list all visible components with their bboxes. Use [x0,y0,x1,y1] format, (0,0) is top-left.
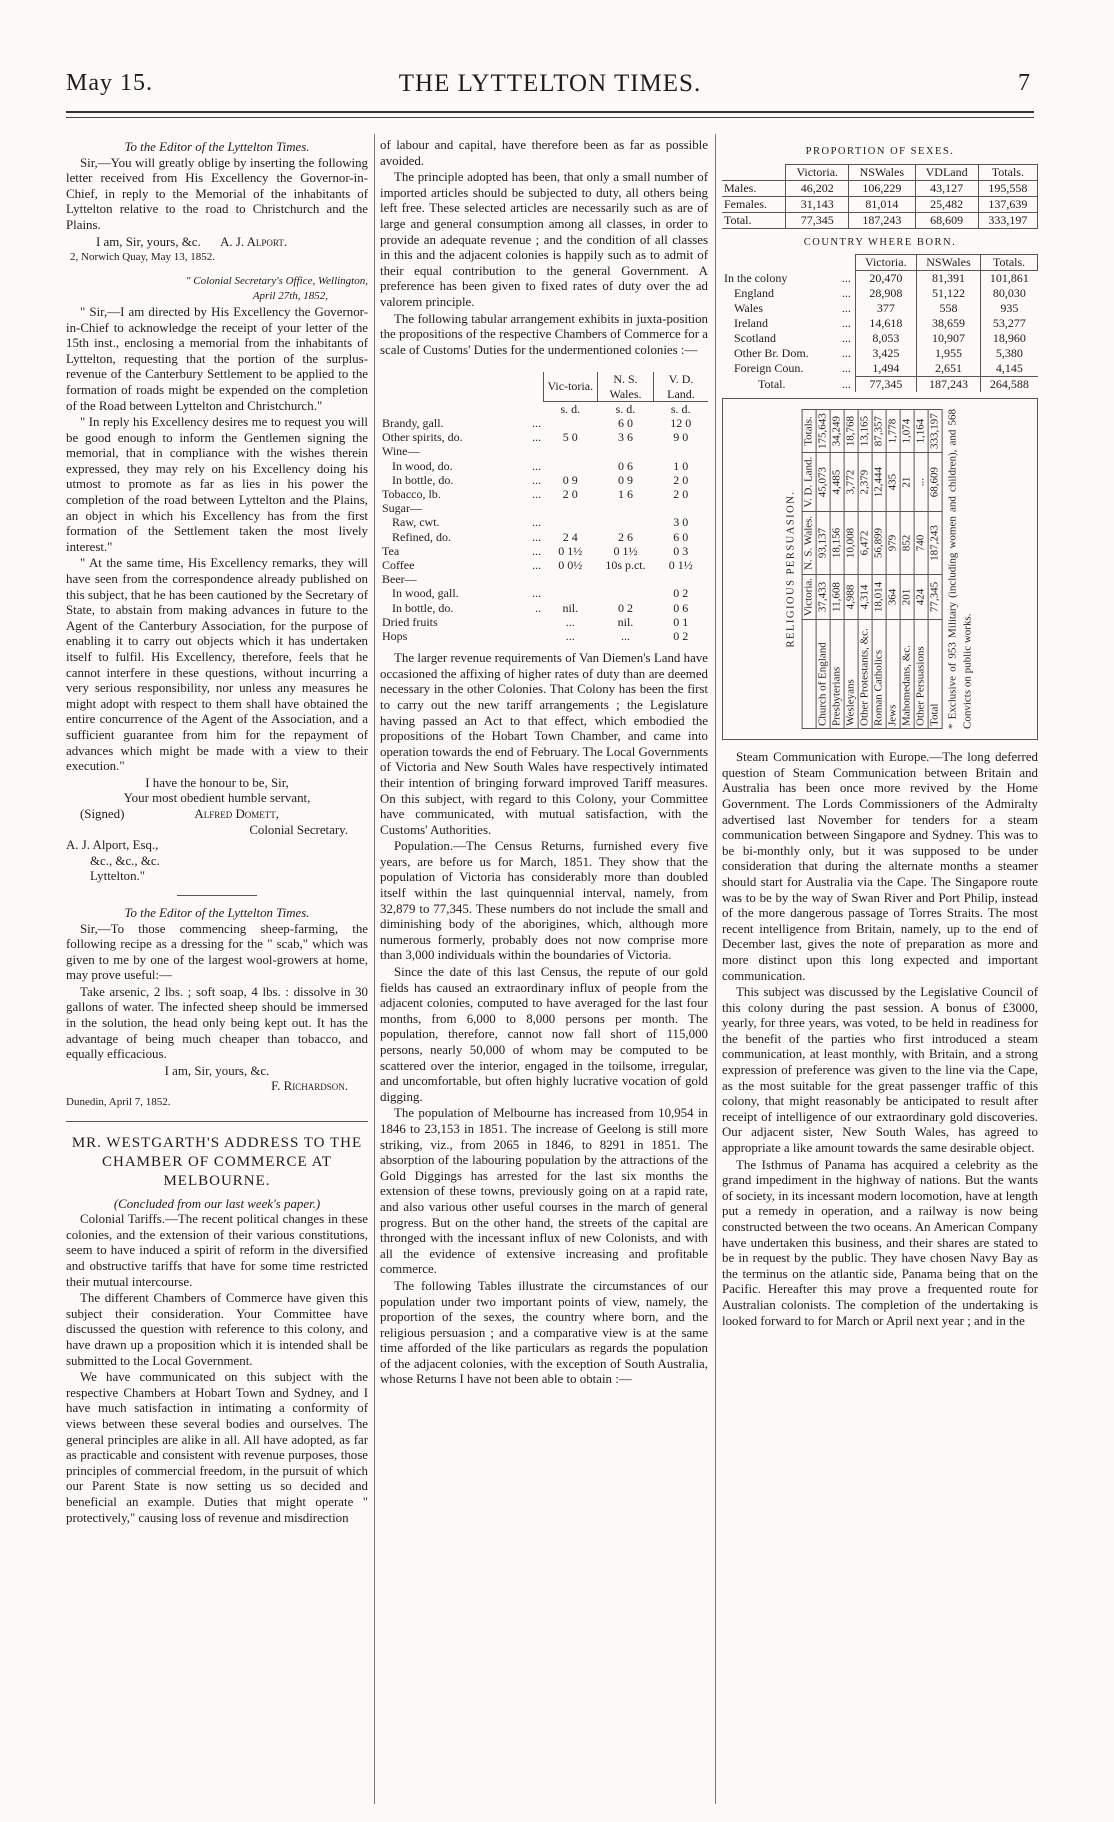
cell: 51,122 [916,286,980,301]
row-label: Ireland [734,316,768,331]
table-header-row [380,372,708,401]
cell [598,444,654,458]
row-label: Scotland [734,331,776,346]
table-caption: RELIGIOUS PERSUASION. [785,490,797,648]
dots: ... [841,331,851,346]
table-caption: COUNTRY WHERE BORN. [803,236,957,248]
column-1 [66,138,368,1527]
table-row [380,572,708,586]
cell [598,572,654,586]
column-header: Totals. [981,255,1038,271]
cell: 175,643 [816,410,830,453]
column-header: N. S. Wales. [598,372,654,401]
row-label: Jews [886,620,900,729]
addressee: A. J. Alport, Esq., [66,838,159,853]
sexes-table [722,164,1038,229]
cell: 5 0 [562,430,578,445]
cell: 4,485 [830,453,844,512]
cell: 1,778 [886,410,900,453]
letter-salutation: To the Editor of the Lyttelton Times. [124,140,310,154]
dots: ... [532,586,542,601]
dots: ... [532,472,542,487]
cell: 740 [914,512,928,575]
cell: 2 0 [673,472,689,487]
cell: 0 1 [673,614,689,629]
total-row: Total 77,345 187,243 68,609 333,197 [928,410,942,729]
cell: 18,960 [981,331,1038,346]
paragraph: The Isthmus of Panama has acquired a celebrity as the grand impediment in the highway of nations. But the wants of society, in its incessant modern locomotion, have at length put a remedy in operation, and a railway is now being constructed between the two oceans. An American Company have undertaken this business, and their shares are stated to be in request by the public. They have chosen Navy Bay as the terminus on the atlantic side, Panama being that on the Pacific. Hereafter this may prove a frequented route for Australian colonists. The completion of the undertaking is looked forward to for March or April next year ; and in the [722,1157,1038,1328]
table-row [380,444,708,458]
cell [543,586,597,600]
cell: 0 9 [562,472,578,487]
divider [66,1121,368,1122]
dots: ... [532,430,542,445]
addressee: Lyttelton." [90,869,146,884]
cell: 435 [886,453,900,512]
cell: 9 0 [673,430,689,445]
row-label: Coffee [382,557,415,572]
dateline: Dunedin, April 7, 1852. [66,1096,171,1109]
cell: 377 [855,301,916,316]
religion-table-rotated [722,398,1038,740]
paragraph: We have communicated on this subject with the respective Chambers at Hobart Town and Sydney, and I have much satisfaction in intimating a conformity of views between these several bodies and ourselves. The general principles are alike in all. All have adopted, as far as practicable and consistent with revenue purposes, those principles of commercial freedom, in the pursuit of which our Parent State is now setting us so decided and beneficial an example. Duties that might operate " protectively," causing loss of revenue and misdirection [66,1370,368,1525]
row-label: Foreign Coun. [734,361,804,376]
paragraph: " At the same time, His Excellency remarks, they will have seen from the correspondence already published on this subject, that he has been cautioned by the Secretary of State, to abstain from making advances in future to the Agent of the Canterbury Association, for the purpose of enabling it to carry out objects which it has undertaken itself to fulfil. His Excellency, therefore, feels that he cannot interfere in these questions, without incurring a very serious responsibility, nor unless any measures he might adopt with respect to them shall have obtained the entire concurrence of the Agent of the Association, and a sufficient guarantee from him for the repayment of advances which might be made with a view to their execution." [66,556,368,774]
cell: 81,014 [849,196,915,212]
cell: 6 0 [617,415,633,430]
table-row [380,416,708,430]
cell: nil. [617,614,634,629]
table-row [380,629,708,643]
cell: 87,357 [872,410,886,453]
table-row [380,430,708,444]
cell: 195,558 [978,180,1037,196]
column-header: NSWales [916,255,980,271]
column-divider [374,134,375,1804]
column-3 [722,138,1038,1330]
cell: 106,229 [849,180,915,196]
cell: 558 [916,301,980,316]
cell: 28,908 [855,286,916,301]
cell [598,501,654,515]
cell: 20,470 [855,271,916,287]
row-label: Dried fruits [382,614,438,629]
row-label: Wesleyans [844,620,858,729]
cell: 0 6 [617,458,633,473]
column-header: VDLand [915,164,978,180]
paragraph: The larger revenue requirements of Van Diemen's Land have occasioned the affixing of higher rates of duty than are deemed necessary in the other Colonies. That Colony has been the first to carry out the new tariff arrangements ; the Legislature having passed an Act to that effect, which embodied the propositions of the Hobart Town Chamber, and came into operation towards the end of February. The Local Governments of Victoria and New South Wales have respectively intimated their intention of bringing forward improved Tariff measures. On this subject, with regard to this Colony, your Committee have communicated, with mutual satisfaction, with the Customs' Authorities. [380,651,708,837]
cell: 37,433 [816,574,830,620]
table-row [380,586,708,600]
cell: 4,314 [858,574,872,620]
table-row [380,544,708,558]
cell: 0 2 [617,600,633,615]
cell: 979 [886,512,900,575]
row-label: Females. [722,196,786,212]
letter-body: Sir,—You will greatly oblige by inserting the following letter received from His Excellency the Governor-in-Chief, in reply to the Memorial of the inhabitants of Lyttelton relative to the road to Christchurch and the Plains. [66,155,368,232]
masthead [66,70,1034,112]
row-label: Mahomedans, &c. [900,620,914,729]
religion-table [801,409,942,729]
cell: 852 [900,512,914,575]
cell: 13,165 [858,410,872,453]
row-label: Beer— [382,572,417,587]
row-label: Hops [382,628,408,643]
cell [543,515,597,529]
paragraph: " In reply his Excellency desires me to request you will be good enough to inform the Gentlemen signing the memorial, that in compliance with the wishes therein expressed, they may rely on his Excellency doing his utmost to promote as far as lies in his power the completion of the road between Lyttelton and the Plains, an object in which his Excellency has from the first formation of the Settlement taken the most lively interest." [66,415,368,554]
table-row [380,501,708,515]
cell: 34,249 [830,410,844,453]
row-label: Other spirits, do. [382,430,463,445]
cell: 4,145 [981,361,1038,377]
row-label: Other Persuasions [914,620,928,729]
cell: 25,482 [915,196,978,212]
paragraph: " Sir,—I am directed by His Excellency the Governor-in-Chief to acknowledge the receipt of your letter of the 15th inst., enclosing a memorial from the inhabitants of Lyttelton, requesting that the portion of the surplus-revenue of the Canterbury Settlement to be applied to the formation of roads might be expended on the completion of the Road between Lyttelton and Christchurch." [66,304,368,413]
table-row [722,301,1038,316]
column-header: NSWales [849,164,915,180]
divider [177,895,257,896]
column-header: Vic-toria. [543,372,597,401]
letter-address: 2, Norwich Quay, May 13, 1852. [70,251,216,264]
cell: 21 [900,453,914,512]
dots: ... [841,361,851,376]
row-label: In wood, gall. [392,586,459,601]
total-row: Total. ... 77,345 187,243 264,588 [722,377,1038,393]
paragraph: Sir,—To those commencing sheep-farming, the following recipe as a dressing for the " scab," which was given to me by one of the largest wool-growers at home, may prove useful:— [66,921,368,983]
cell: 4,988 [844,574,858,620]
dots: ... [532,458,542,473]
cell: 53,277 [981,316,1038,331]
paragraph: The following tabular arrangement exhibits in juxta-position the propositions of the respective Chambers of Commerce for a scale of Customs' Duties for the undermentioned colonies :— [380,311,708,357]
column-2 [380,138,708,1389]
letter-signoff: I am, Sir, yours, &c. A. J. Alport. [96,234,288,249]
cell: 1,164 [914,410,928,453]
cell: ... [914,453,928,512]
dateline: " Colonial Secretary's Office, Wellington, [185,274,368,287]
signature-line: (Signed) Alfred Domett, [80,806,279,821]
row-label: Presbyterians [830,620,844,729]
row-label: In bottle, do. [392,472,454,487]
cell: 1,955 [916,346,980,361]
table-row [816,410,830,729]
cell: 1,074 [900,410,914,453]
header-rule [66,111,1034,113]
cell: 2,379 [858,453,872,512]
table-row [722,346,1038,361]
row-label: Roman Catholics [872,620,886,729]
row-label: Tea [382,543,400,558]
dots: ... [532,415,542,430]
table-row [380,615,708,629]
cell: 0 2 [673,586,689,601]
cell: 2 4 [562,529,578,544]
row-label: Males. [722,180,786,196]
row-label: In wood, do. [392,458,453,473]
table-row [844,410,858,729]
cell: 935 [981,301,1038,316]
table-caption: PROPORTION OF SEXES. [805,146,955,157]
table-row [914,410,928,729]
table-row [900,410,914,729]
dots: ... [532,529,542,544]
cell: 11,608 [830,574,844,620]
paragraph: Take arsenic, 2 lbs. ; soft soap, 4 lbs. : dissolve in 30 gallons of water. The infected sheep should be immersed in the solution, the head only being kept out. It has the advantage of being much cheaper than tobacco, and equally efficacious. [66,984,368,1062]
paragraph: The following Tables illustrate the circumstances of our population under two important points of view, namely, the proportion of the sexes, the country where born, and the religious persuasion ; and a comparative view is at the same time afforded of the like particulars as regards the population of the adjacent colonies, with the exception of South Australia, whose Returns I have not been able to obtain :— [380,1278,708,1387]
dots: ... [841,286,851,301]
cell: 18,156 [830,512,844,575]
row-label: Brandy, gall. [382,415,444,430]
cell: 14,618 [855,316,916,331]
dots [521,572,543,586]
row-label: Raw, cwt. [392,515,440,530]
cell [653,572,708,586]
dots: ... [841,316,851,331]
page-number: 7 [1018,70,1030,96]
table-row [380,530,708,544]
cell: 18,014 [872,574,886,620]
dots: .. [535,600,542,615]
cell: 2 0 [562,486,578,501]
cell [653,501,708,515]
cell: 3 6 [617,430,633,445]
cell: 56,899 [872,512,886,575]
dots [521,444,543,458]
header-rule-thin [66,117,1034,118]
dots: ... [532,515,542,530]
column-header: Totals. [978,164,1037,180]
dots: ... [841,301,851,316]
country-born-table [722,254,1038,392]
cell [543,444,597,458]
column-header: Victoria. [855,255,916,271]
total-row: Total. 77,345 187,243 68,609 333,197 [722,212,1038,228]
dots: ... [532,543,542,558]
paragraph: The population of Melbourne has increased from 10,954 in 1846 to 23,153 in 1851. The increase of Geelong is still more striking, viz., from 2065 in 1846, to 8291 in 1851. The absorption of the labouring population by the attractions of the Gold Diggings has arrested for the last six months the extension of these towns, previously going on at a rapid rate, and also various other useful courses in the march of general progress. But on the other hand, the streets of the capital are thronged with the incessant influx of new Colonists, and with all the evidence of extensive increasing and profitable commerce. [380,1106,708,1277]
dots [521,629,543,643]
column-header: N. S. Wales. [802,512,816,575]
dots: ... [532,486,542,501]
cell: 3,772 [844,453,858,512]
row-label: Refined, do. [392,529,451,544]
cell: 6,472 [858,512,872,575]
table-row [380,515,708,529]
table-row [380,487,708,501]
cell: 10s p.ct. [605,557,646,572]
row-label: Other Br. Dom. [734,346,809,361]
signer-name: Alfred Domett, [194,806,279,821]
article-subtitle: (Concluded from our last week's paper.) [113,1196,321,1211]
dots: ... [841,270,851,285]
signer-title: Colonial Secretary. [249,822,348,837]
cell: 0 2 [673,628,689,643]
cell: 93,137 [816,512,830,575]
column-header: Totals. [802,410,816,453]
cell: 6 0 [673,529,689,544]
column-header: V. D. Land. [802,453,816,512]
letter-signer: A. J. Alport. [220,234,288,249]
cell: 424 [914,574,928,620]
column-divider [715,134,716,1804]
cell: 10,907 [916,331,980,346]
table-row [380,558,708,572]
cell: 46,202 [786,180,849,196]
cell: 8,053 [855,331,916,346]
table-row [722,331,1038,346]
cell: 12,444 [872,453,886,512]
cell: 2,651 [916,361,980,377]
paragraph: This subject was discussed by the Legislative Council of this colony during the past session. A bonus of £3000, yearly, for three years, was voted, to be held in readiness for the benefit of the parties who first introduced a steam communication, at least monthly, with Britain, and a strong expression of preference was given to the line via the Cape, as the most suitable for the great passenger traffic of this colony, that might reasonably be anticipated to result after receipt of intelligence of our extraordinary gold discoveries. Our adjacent sister, New South Wales, has agreed to appropriate a like amount towards the same desirable object. [722,985,1038,1156]
cell: ... [620,628,630,643]
cell: 1 6 [617,486,633,501]
letter-salutation: To the Editor of the Lyttelton Times. [124,905,310,920]
table-row [886,410,900,729]
cell: 43,127 [915,180,978,196]
table-row [872,410,886,729]
table-row [722,196,1038,212]
row-label: England [734,286,774,301]
cell: 80,030 [981,286,1038,301]
letter-signoff: I am, Sir, yours, &c. [164,1063,270,1078]
table-row [722,361,1038,377]
newspaper-title: THE LYTTELTON TIMES. [398,70,702,97]
table-row [380,459,708,473]
cell: 0 9 [617,472,633,487]
cell: 364 [886,574,900,620]
dots [521,501,543,515]
cell: ... [565,614,575,629]
paragraph: The different Chambers of Commerce have given this subject their consideration. Your Committee have discussed the question with reference to this colony, and have drawn up a proposition which it is intended shall be submitted to the Local Government. [66,1291,368,1368]
article-title: MR. WESTGARTH'S ADDRESS TO THE CHAMBER OF COMMERCE AT MELBOURNE. [71,1134,363,1189]
cell [598,515,654,529]
dots [521,615,543,629]
letter-signer: F. Richardson. [271,1079,348,1094]
row-label: In bottle, do. [392,600,454,615]
paragraph: The principle adopted has been, that only a small number of imported articles should be subjected to duty, all others being left free. These selected articles are necessarily such as are of large and general consumption among all classes, in order to provide an adequate revenue ; and the condition of all classes in this and the adjacent colonies is happily such as to admit of their equal contribution to the general Government. A preference has been given to fixed rates of duty over the ad valorem principle. [380,170,708,309]
issue-date: May 15. [66,70,153,96]
cell: 137,639 [978,196,1037,212]
table-row [380,473,708,487]
cell: 1,494 [855,361,916,377]
paragraph: Steam Communication with Europe.—The long deferred question of Steam Communication between Britain and Australia has been once more revived by the Home Government. The Lords Commissioners of the Admiralty advertised last November for tenders for a steam communication between Singapore and Sydney. This was to be bi-monthly only, but it was supposed to be under consideration that during the alternate months a steamer should start for Australia via the Cape. The Singapore route was to be by the way of Swan River and Port Philip, instead of the more dangerous passage of Torres Straits. The most recent intelligence from Britain, namely, up to the end of December last, gives the note of preparation as more and more distinct upon this long expected and important communication. [722,750,1038,983]
paragraph: of labour and capital, have therefore been as far as possible avoided. [380,138,708,168]
cell: 10,008 [844,512,858,575]
paragraph: Colonial Tariffs.—The recent political changes in these colonies, and the extension of their various constitutions, seem to have induced a spirit of reform in the diversified and obstructive tariffs that have for some time restricted their mutual intercourse. [66,1212,368,1289]
cell: 0 6 [673,600,689,615]
cell: 0 3 [673,543,689,558]
cell [543,459,597,473]
cell: 201 [900,574,914,620]
cell: 12 0 [670,415,692,430]
closing-line: I have the honour to be, Sir, [145,775,289,790]
closing-line: Your most obedient humble servant, [123,791,311,806]
cell: 5,380 [981,346,1038,361]
cell: 0 0½ [558,557,583,572]
cell: 18,768 [844,410,858,453]
cell: 101,861 [981,271,1038,287]
cell [543,501,597,515]
addressee: &c., &c., &c. [90,853,160,868]
table-row [830,410,844,729]
cell: 38,659 [916,316,980,331]
cell: 1 0 [673,458,689,473]
units-row: s. d. s. d. s. d. [560,401,691,416]
row-label: Other Protestants, &c. [858,620,872,729]
cell: 31,143 [786,196,849,212]
cell: 2 6 [617,529,633,544]
cell: 2 0 [673,486,689,501]
cell: 0 1½ [558,543,583,558]
cell [653,444,708,458]
cell: 45,073 [816,453,830,512]
table-row [722,180,1038,196]
table-row [722,286,1038,301]
row-label: Tobacco, lb. [382,486,441,501]
row-label: Sugar— [382,501,422,516]
column-header: V. D. Land. [653,372,708,401]
column-header: Victoria. [786,164,849,180]
dateline-date: April 27th, 1852, [252,290,328,303]
cell: 3,425 [855,346,916,361]
row-label: Church of England [816,620,830,729]
paragraph: Population.—The Census Returns, furnished every five years, are before us for March, 1851. They show that the population of Victoria has considerably more than doubled itself within the last quinquennial interval, namely, from 32,879 to 77,345. These numbers do not include the small and diminishing body of the aborigines, which, although more numerous formerly, probably does not now comprise more than 3,000 individuals within the boundaries of Victoria. [380,839,708,963]
table-row [722,316,1038,331]
table-row [722,271,1038,287]
row-label: In the colony [724,270,788,285]
dots: ... [841,346,851,361]
cell [543,572,597,586]
cell: 3 0 [673,515,689,530]
cell: 81,391 [916,271,980,287]
footnote: * Exclusive of 953 Military (including women and children), and 568 Convicts on public works. [946,409,974,730]
tariff-table [380,372,708,643]
column-header: Victoria. [802,574,816,620]
cell [598,586,654,600]
cell: 0 1½ [613,543,638,558]
row-label: Wine— [382,444,420,459]
table-row [380,601,708,615]
cell [543,416,597,430]
table-row [858,410,872,729]
cell: 0 1½ [668,557,693,572]
row-label: Wales [734,301,764,316]
dots: ... [532,557,542,572]
cell: ... [565,628,575,643]
paragraph: Since the date of this last Census, the repute of our gold fields has caused an extraordinary influx of people from the adjacent colonies, computed to have averaged for the last four months, from 6,000 to 8,000 persons per month. The population, therefore, cannot now fall short of 115,000 persons, nearly 50,000 of whom may be computed to be scattered over the interior, engaged in the toilsome, irregular, and uncomfortable, but often highly lucrative vocation of gold digging. [380,965,708,1104]
cell: nil. [562,600,579,615]
